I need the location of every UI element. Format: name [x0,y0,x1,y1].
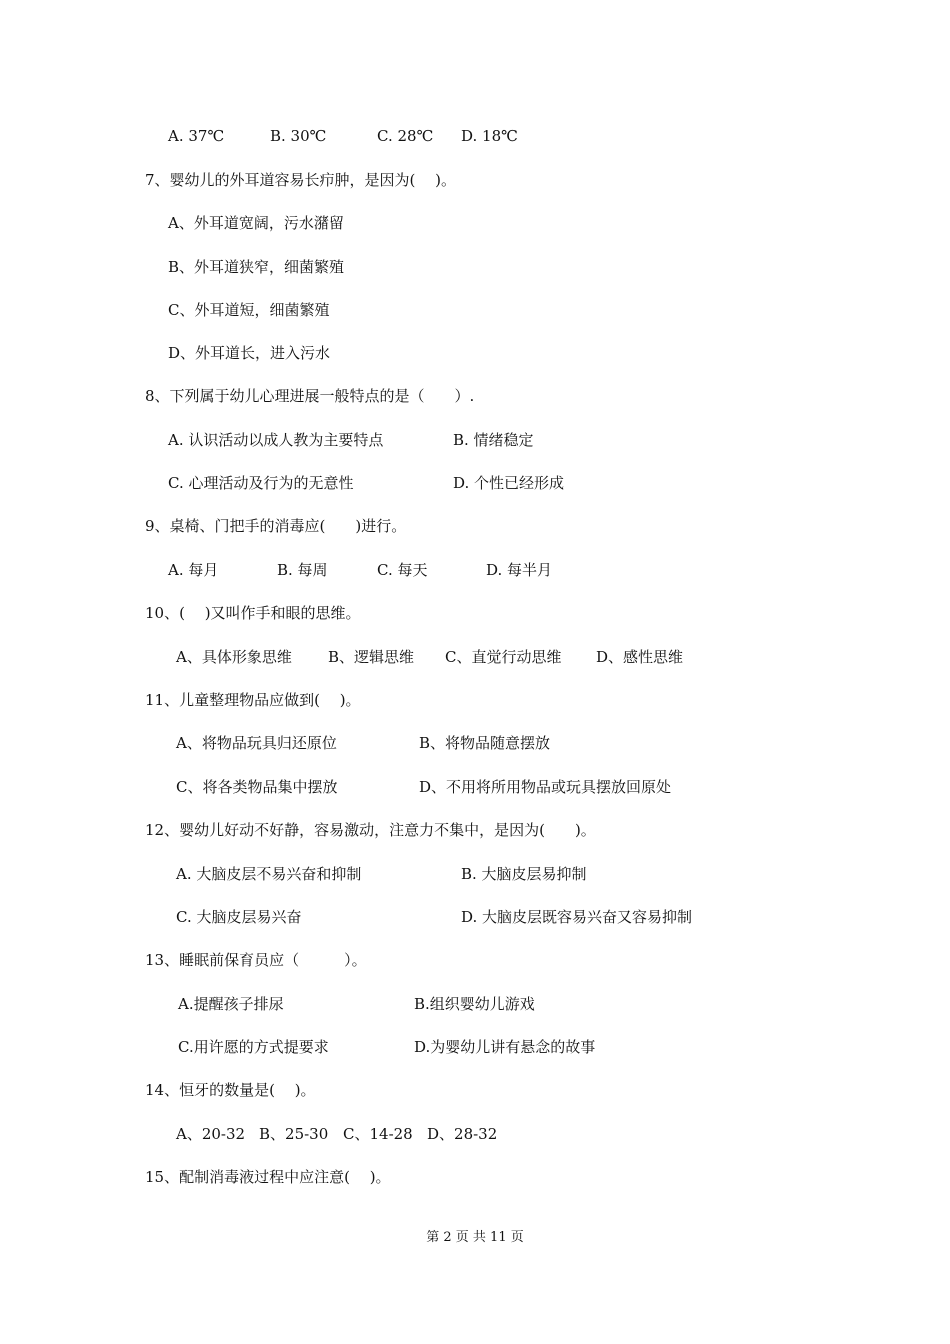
q13-option-a: A.提醒孩子排尿 [178,995,284,1013]
q10-option-c: C、直觉行动思维 [445,648,562,666]
q14-stem: 14、恒牙的数量是( )。 [145,1081,316,1099]
q6-option-c: C. 28℃ [377,127,434,145]
q10-stem: 10、( )又叫作手和眼的思维。 [145,604,361,622]
q14-option-a: A、20-32 [176,1125,246,1143]
q7-option-d: D、外耳道长，进入污水 [168,344,331,362]
q6-option-a: A. 37℃ [168,127,225,145]
q10-option-d: D、感性思维 [596,648,684,666]
q12-option-b: B. 大脑皮层易抑制 [461,865,587,883]
q13-stem: 13、睡眠前保育员应（ ）。 [145,951,367,969]
q13-option-c: C.用许愿的方式提要求 [178,1038,329,1056]
q8-stem: 8、下列属于幼儿心理进展一般特点的是（ ）. [145,387,475,405]
q14-option-b: B、25-30 [259,1125,329,1143]
q6-option-d: D. 18℃ [461,127,518,145]
q11-option-b: B、将物品随意摆放 [419,734,551,752]
q13-option-d: D.为婴幼儿讲有悬念的故事 [414,1038,596,1056]
q7-stem: 7、婴幼儿的外耳道容易长疖肿，是因为( )。 [145,171,457,189]
q9-stem: 9、桌椅、门把手的消毒应( )进行。 [145,517,407,535]
q8-option-d: D. 个性已经形成 [453,474,565,492]
q11-option-a: A、将物品玩具归还原位 [176,734,337,752]
q14-option-c: C、14-28 [343,1125,413,1143]
q10-option-a: A、具体形象思维 [176,648,292,666]
q11-option-c: C、将各类物品集中摆放 [176,778,338,796]
q11-option-d: D、不用将所用物品或玩具摆放回原处 [419,778,672,796]
q8-option-c: C. 心理活动及行为的无意性 [168,474,354,492]
q7-option-b: B、外耳道狭窄，细菌繁殖 [168,258,345,276]
q12-stem: 12、婴幼儿好动不好静，容易激动，注意力不集中，是因为( )。 [145,821,596,839]
q11-stem: 11、儿童整理物品应做到( )。 [145,691,361,709]
q9-option-d: D. 每半月 [486,561,553,579]
page-footer: 第 2 页 共 11 页 [426,1230,524,1245]
q12-option-d: D. 大脑皮层既容易兴奋又容易抑制 [461,908,693,926]
q9-option-b: B. 每周 [277,561,328,579]
q9-option-a: A. 每月 [168,561,219,579]
q8-option-b: B. 情绪稳定 [453,431,534,449]
q13-option-b: B.组织婴幼儿游戏 [414,995,535,1013]
q15-stem: 15、配制消毒液过程中应注意( )。 [145,1168,391,1186]
q7-option-c: C、外耳道短，细菌繁殖 [168,301,330,319]
q8-option-a: A. 认识活动以成人教为主要特点 [168,431,384,449]
q7-option-a: A、外耳道宽阔，污水潴留 [168,214,344,232]
q12-option-a: A. 大脑皮层不易兴奋和抑制 [176,865,362,883]
q6-option-b: B. 30℃ [270,127,327,145]
q10-option-b: B、逻辑思维 [328,648,415,666]
q9-option-c: C. 每天 [377,561,428,579]
q14-option-d: D、28-32 [427,1125,498,1143]
q12-option-c: C. 大脑皮层易兴奋 [176,908,302,926]
